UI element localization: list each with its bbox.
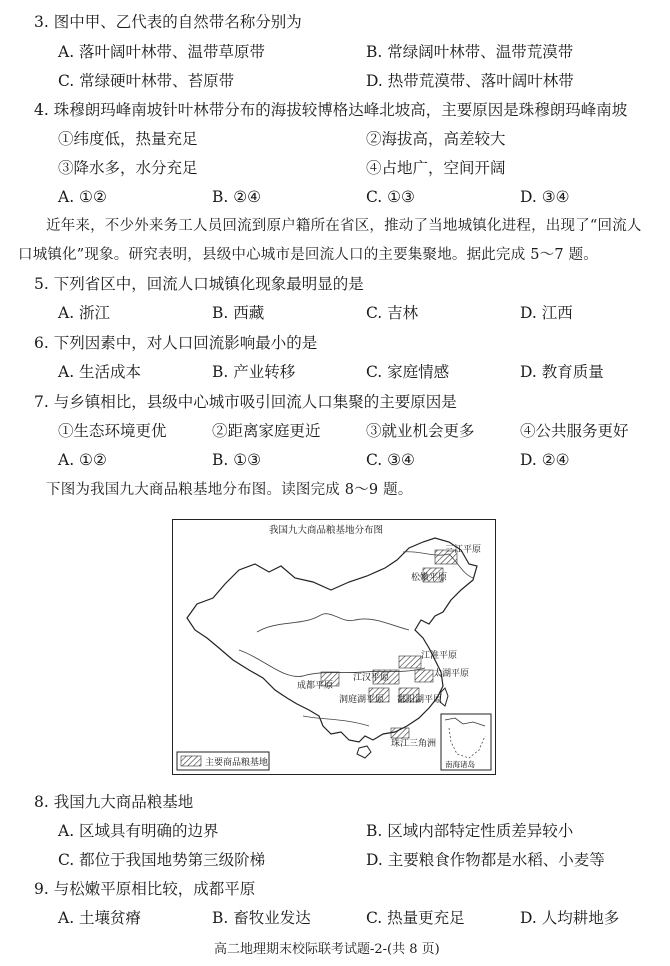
- q8-option-b: B. 区域内部特定性质差异较小: [366, 822, 574, 840]
- q9-option-c: C. 热量更充足: [366, 909, 465, 927]
- q6-option-a: A. 生活成本: [58, 363, 142, 381]
- q3-stem: 3. 图中甲、乙代表的自然带名称分别为: [34, 13, 302, 31]
- label-dongting: 洞庭湖平原: [339, 695, 385, 705]
- label-zhujiang: 珠江三角洲: [391, 739, 437, 749]
- q3-option-a: A. 落叶阔叶林带、温带草原带: [58, 43, 266, 61]
- map-title: 我国九大商品粮基地分布图: [269, 525, 384, 536]
- q9-option-b: B. 畜牧业发达: [212, 909, 311, 927]
- label-poyang: 鄱阳湖平原: [397, 695, 443, 705]
- passage1-line2: 口城镇化”现象。研究表明，县级中心城市是回流人口的主要集聚地。据此完成 5～7 题。: [18, 247, 598, 263]
- legend-hatch-swatch: [181, 756, 201, 766]
- q8-stem: 8. 我国九大商品粮基地: [34, 793, 194, 811]
- q4-statement-2: ②海拔高，高差较大: [366, 130, 506, 148]
- q9-stem: 9. 与松嫩平原相比较，成都平原: [34, 880, 256, 898]
- q7-statement-4: ④公共服务更好: [520, 422, 629, 440]
- q9-option-a: A. 土壤贫瘠: [58, 909, 142, 927]
- passage2: 下图为我国九大商品粮基地分布图。读图完成 8～9 题。: [46, 482, 413, 498]
- q3-option-d: D. 热带荒漠带、落叶阔叶林带: [366, 72, 574, 90]
- q5-option-d: D. 江西: [520, 304, 573, 322]
- zhujiang-base: [391, 728, 409, 738]
- q7-option-b: B. ①③: [212, 451, 262, 469]
- q4-option-a: A. ①②: [58, 188, 107, 206]
- q7-statement-3: ③就业机会更多: [366, 422, 475, 440]
- map-drawing: [173, 520, 497, 776]
- label-taihu: 太湖平原: [433, 669, 470, 679]
- q4-option-b: B. ②④: [212, 188, 262, 206]
- q7-option-d: D. ②④: [520, 451, 570, 469]
- legend-label: 主要商品粮基地: [205, 758, 269, 768]
- q4-statement-4: ④占地广，空间开阔: [366, 159, 506, 177]
- pearl-river: [303, 716, 369, 726]
- q6-stem: 6. 下列因素中，对人口回流影响最小的是: [34, 334, 318, 352]
- q3-option-b: B. 常绿阔叶林带、温带荒漠带: [366, 43, 574, 61]
- jianghuai-base: [399, 656, 421, 668]
- q9-option-d: D. 人均耕地多: [520, 909, 620, 927]
- q7-statement-1: ①生态环境更优: [58, 422, 167, 440]
- q7-option-a: A. ①②: [58, 451, 107, 469]
- passage1-line1: 近年来，不少外来务工人员回流到原户籍所在省区，推动了当地城镇化进程，出现了“回流人: [46, 218, 642, 234]
- q4-stem: 4. 珠穆朗玛峰南坡针叶林带分布的海拔较博格达峰北坡高，主要原因是珠穆朗玛峰南坡: [34, 101, 628, 119]
- q5-option-c: C. 吉林: [366, 304, 419, 322]
- q3-option-c: C. 常绿硬叶林带、苔原带: [58, 72, 235, 90]
- q5-option-a: A. 浙江: [58, 304, 111, 322]
- label-jianghan: 江汉平原: [353, 673, 390, 683]
- yellow-river: [257, 614, 409, 632]
- q4-statement-1: ①纬度低，热量充足: [58, 130, 198, 148]
- q7-statement-2: ②距离家庭更近: [212, 422, 321, 440]
- q8-option-c: C. 都位于我国地势第三级阶梯: [58, 851, 266, 869]
- taihu-base: [415, 670, 433, 682]
- q8-option-d: D. 主要粮食作物都是水稻、小麦等: [366, 851, 605, 869]
- q4-option-d: D. ③④: [520, 188, 570, 206]
- q7-stem: 7. 与乡镇相比，县级中心城市吸引回流人口集聚的主要原因是: [34, 393, 457, 411]
- q5-option-b: B. 西藏: [212, 304, 265, 322]
- label-songnen: 松嫩平原: [411, 573, 448, 583]
- q7-option-c: C. ③④: [366, 451, 415, 469]
- q4-statement-3: ③降水多，水分充足: [58, 159, 198, 177]
- page-footer: 高二地理期末校际联考试题-2-(共 8 页): [214, 942, 440, 957]
- grain-base-map: [172, 519, 496, 775]
- q8-option-a: A. 区域具有明确的边界: [58, 822, 219, 840]
- label-chengdu: 成都平原: [297, 681, 334, 691]
- q4-option-c: C. ①③: [366, 188, 415, 206]
- label-jianghuai: 江淮平原: [421, 651, 458, 661]
- q6-option-d: D. 教育质量: [520, 363, 604, 381]
- inset-label: 南海诸岛: [445, 760, 475, 769]
- label-sanjiang: 三江平原: [445, 545, 482, 555]
- q6-option-c: C. 家庭情感: [366, 363, 450, 381]
- q6-option-b: B. 产业转移: [212, 363, 296, 381]
- hainan-island: [357, 746, 371, 758]
- q5-stem: 5. 下列省区中，回流人口城镇化现象最明显的是: [34, 275, 364, 293]
